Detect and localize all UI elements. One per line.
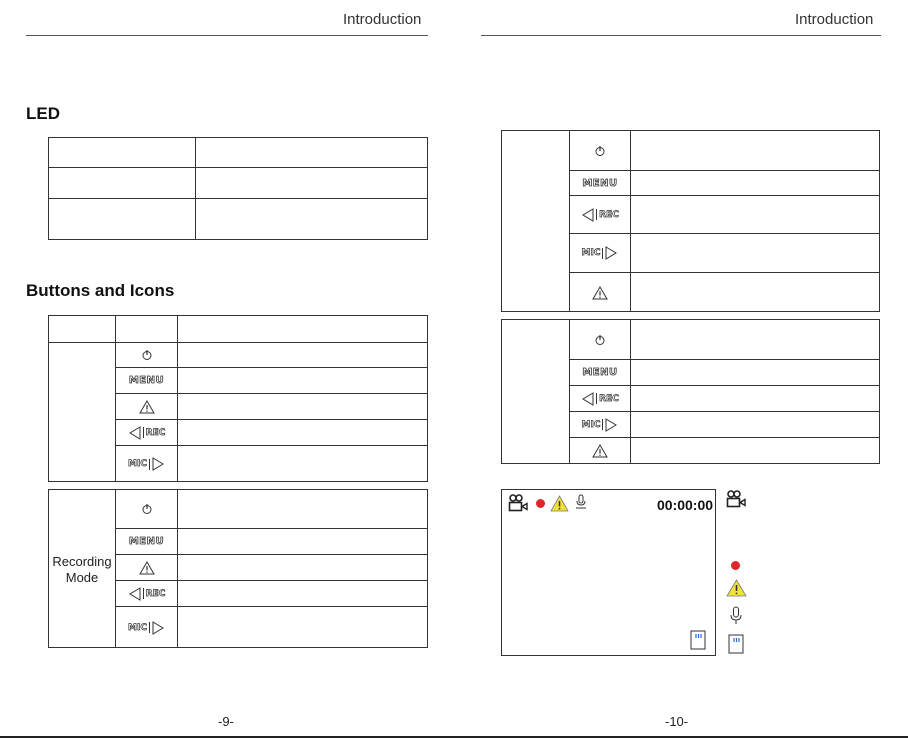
power-icon <box>570 320 630 359</box>
warning-icon <box>570 438 630 464</box>
rec-icon: REC <box>116 581 177 606</box>
menu-icon: MENU <box>128 536 165 547</box>
power-icon <box>116 343 177 367</box>
record-dot-icon <box>536 499 545 508</box>
video-camera-icon <box>507 493 529 513</box>
right-page-header: Introduction <box>795 11 874 28</box>
led-table-divider <box>195 137 196 240</box>
microphone-icon <box>574 493 588 511</box>
warning-icon <box>116 394 177 419</box>
warning-icon <box>549 494 569 512</box>
menu-icon: MENU <box>582 177 618 189</box>
right-buttons-table-2 <box>501 319 880 464</box>
menu-icon: MENU <box>582 367 618 378</box>
warning-icon <box>725 578 747 598</box>
screen-timer: 00:00:00 <box>657 497 714 513</box>
rec-icon: REC <box>570 386 630 411</box>
sd-card-icon <box>727 633 745 655</box>
screen-preview <box>501 489 716 656</box>
led-table <box>48 137 428 240</box>
left-header-rule <box>26 35 428 36</box>
left-page-header: Introduction <box>343 11 422 28</box>
rec-icon: REC <box>570 196 630 233</box>
record-dot-icon <box>731 561 740 570</box>
mic-icon: MIC <box>570 234 630 272</box>
mic-icon: MIC <box>116 607 177 648</box>
led-heading: LED <box>26 104 60 123</box>
right-buttons-table-1 <box>501 130 880 312</box>
recording-mode-label: Recording Mode <box>52 554 112 585</box>
microphone-icon <box>728 605 744 627</box>
right-header-rule <box>481 35 881 36</box>
rec-icon: REC <box>116 420 177 445</box>
mic-icon: MIC <box>570 412 630 437</box>
left-page-number: -9- <box>218 714 234 729</box>
mic-icon: MIC <box>116 446 177 482</box>
power-icon <box>116 490 177 528</box>
warning-icon <box>116 555 177 580</box>
power-icon <box>570 131 630 170</box>
menu-icon: MENU <box>128 375 165 386</box>
buttons-table-standby <box>48 315 428 482</box>
buttons-icons-heading: Buttons and Icons <box>26 281 175 300</box>
right-page-number: -10- <box>665 714 689 729</box>
warning-icon <box>570 273 630 312</box>
video-camera-icon <box>725 489 747 509</box>
sd-card-icon <box>689 629 707 651</box>
